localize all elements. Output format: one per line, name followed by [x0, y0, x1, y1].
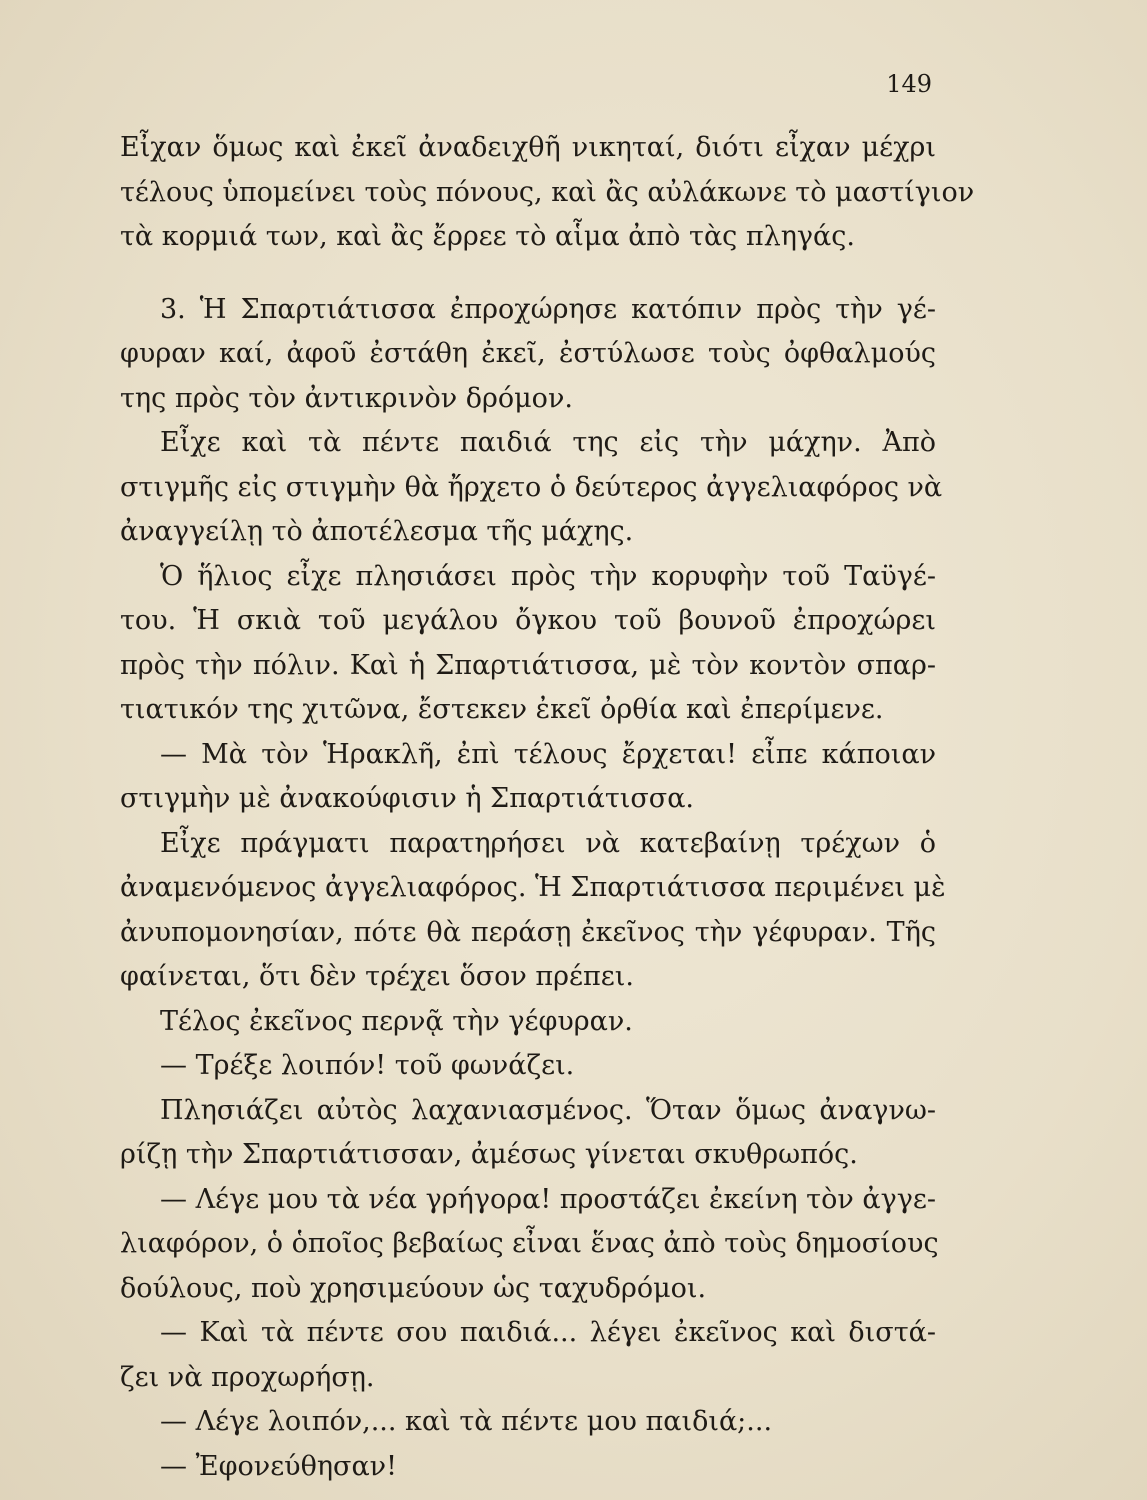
text-line: ἀνυπομονησίαν, πότε θὰ περάσῃ ἐκεῖνος τὴν γέφυραν. Τῆς [120, 916, 936, 948]
paragraph [120, 733, 936, 778]
text-line: φαίνεται, ὅτι δὲν τρέχει ὅσον πρέπει. [120, 961, 634, 992]
paragraph [120, 288, 936, 333]
text-line: — Μὰ τὸν Ἡρακλῆ, ἐπὶ τέλους ἔρχεται! εἶπε κάποιαν [160, 738, 936, 770]
text-line: Ὁ ἥλιος εἶχε πλησιάσει πρὸς τὴν κορυφὴν τοῦ Ταϋγέ- [160, 560, 936, 592]
body-text [120, 126, 975, 1489]
paragraph [120, 126, 975, 260]
paragraph [120, 1222, 939, 1311]
paragraph [120, 866, 946, 1000]
paragraph [120, 421, 936, 466]
text-line: Τέλος ἐκεῖνος περνᾷ τὴν γέφυραν. [160, 1005, 633, 1037]
text-line: ζει νὰ προχωρήσῃ. [120, 1361, 375, 1393]
paragraph [120, 599, 936, 733]
text-line: Εἶχαν ὅμως καὶ ἐκεῖ ἀναδειχθῆ νικηταί, διότι εἶχαν μέχρι [120, 132, 936, 163]
paragraph [120, 555, 936, 600]
paragraph [120, 777, 936, 822]
text-line: Εἶχε πράγματι παρατηρήσει νὰ κατεβαίνῃ τρέχων ὁ [160, 827, 936, 859]
text-line: στιγμὴν μὲ ἀνακούφισιν ἡ Σπαρτιάτισσα. [120, 783, 695, 814]
text-line: τιατικόν της χιτῶνα, ἔστεκεν ἐκεῖ ὀρθία καὶ ἐπερίμενε. [120, 694, 884, 725]
paragraph [120, 822, 936, 867]
text-line: δούλους, ποὺ χρησιμεύουν ὡς ταχυδρόμοι. [120, 1272, 707, 1304]
text-line: ἀναμενόμενος ἀγγελιαφόρος. Ἡ Σπαρτιάτισσα περιμένει μὲ [120, 872, 946, 903]
text-line: στιγμῆς εἰς στιγμὴν θὰ ἤρχετο ὁ δεύτερος ἀγγελιαφόρος νὰ [120, 471, 943, 503]
paragraph [120, 1400, 936, 1489]
text-line: τέλους ὑπομείνει τοὺς πόνους, καὶ ἂς αὐλάκωνε τὸ μαστίγιον [120, 176, 975, 208]
text-line: Πλησιάζει αὐτὸς λαχανιασμένος. Ὅταν ὅμως ἀναγνω- [160, 1094, 936, 1126]
page-number: 149 [886, 70, 932, 98]
text-line: της πρὸς τὸν ἀντικρινὸν δρόμον. [120, 382, 573, 414]
paragraph [120, 1356, 936, 1401]
paragraph [120, 1133, 936, 1178]
text-line: — Καὶ τὰ πέντε σου παιδιά... λέγει ἐκεῖνος καὶ διστά- [160, 1317, 936, 1348]
paragraph [120, 1000, 936, 1134]
text-line: πρὸς τὴν πόλιν. Καὶ ἡ Σπαρτιάτισσα, μὲ τὸν κοντὸν σπαρ- [120, 649, 936, 681]
text-line: — Ἐφονεύθησαν! [160, 1450, 397, 1482]
text-line: ἀναγγείλῃ τὸ ἀποτέλεσμα τῆς μάχης. [120, 516, 634, 547]
text-line: λιαφόρον, ὁ ὁποῖος βεβαίως εἶναι ἕνας ἀπὸ τοὺς δημοσίους [120, 1228, 939, 1259]
paragraph [120, 1178, 936, 1223]
paragraph [120, 1311, 936, 1356]
text-line: — Τρέξε λοιπόν! τοῦ φωνάζει. [160, 1050, 575, 1081]
text-line: τὰ κορμιά των, καὶ ἂς ἔρρεε τὸ αἷμα ἀπὸ τὰς πληγάς. [120, 221, 855, 252]
text-line: του. Ἡ σκιὰ τοῦ μεγάλου ὄγκου τοῦ βουνοῦ ἐπροχώρει [120, 605, 936, 636]
text-line: Εἶχε καὶ τὰ πέντε παιδιά της εἰς τὴν μάχην. Ἀπὸ [160, 427, 936, 458]
text-line: φυραν καί, ἀφοῦ ἐστάθη ἐκεῖ, ἐστύλωσε τοὺς ὀφθαλμούς [120, 338, 936, 369]
text-line: ρίζῃ τὴν Σπαρτιάτισσαν, ἀμέσως γίνεται σκυθρωπός. [120, 1139, 858, 1170]
text-line: — Λέγε μου τὰ νέα γρήγορα! προστάζει ἐκείνη τὸν ἀγγε- [160, 1183, 936, 1215]
text-line: 3. Ἡ Σπαρτιάτισσα ἐπροχώρησε κατόπιν πρὸς τὴν γέ- [160, 293, 936, 325]
text-line: — Λέγε λοιπόν,... καὶ τὰ πέντε μου παιδιά;... [160, 1406, 773, 1437]
paragraph [120, 332, 936, 421]
paragraph [120, 466, 943, 555]
